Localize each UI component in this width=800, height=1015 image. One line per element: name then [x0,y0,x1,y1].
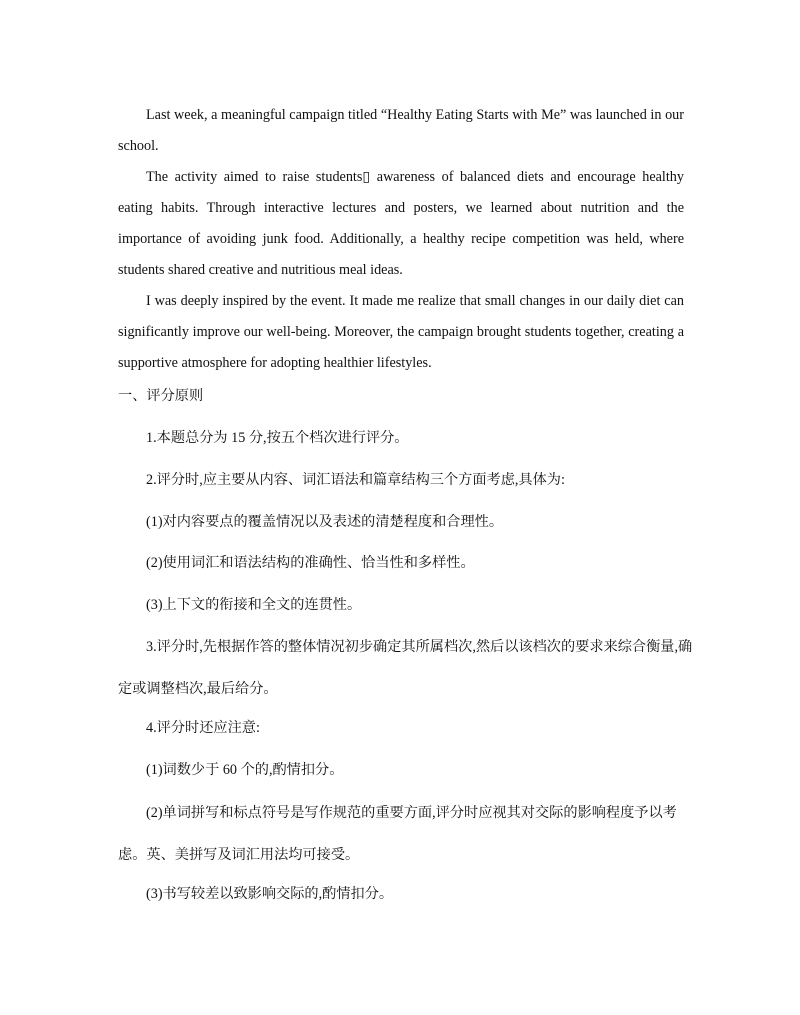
grading-item-4-2: (2)单词拼写和标点符号是写作规范的重要方面,评分时应视其对交际的影响程度予以考虑。英、美拼写及词汇用法均可接受。 [118,805,677,863]
essay-paragraph-1: Last week, a meaningful campaign titled “Healthy Eating Starts with Me” was launched in our school. [118,107,684,154]
grading-heading: 一、评分原则 [118,388,204,404]
grading-item-2: 2.评分时,应主要从内容、词汇语法和篇章结构三个方面考虑,具体为: [146,472,565,488]
grading-item-1: 1.本题总分为 15 分,按五个档次进行评分。 [146,430,409,446]
grading-item-4-3: (3)书写较差以致影响交际的,酌情扣分。 [146,886,394,902]
grading-item-2-3: (3)上下文的衔接和全文的连贯性。 [146,597,362,613]
grading-item-4: 4.评分时还应注意: [146,720,260,736]
grading-item-3: 3.评分时,先根据作答的整体情况初步确定其所属档次,然后以该档次的要求来综合衡量,确定或调整档次,最后给分。 [118,639,693,697]
essay-paragraph-2: The activity aimed to raise students▯ awareness of balanced diets and encourage healthy eating habits. Through interactive lectures and posters, we learned about nutrition and the importance of avoiding junk food. Additionally, a healthy recipe competition was held, where students shared creative and nutritious meal ideas. [118,169,684,278]
grading-item-4-1: (1)词数少于 60 个的,酌情扣分。 [146,762,344,778]
grading-item-2-1: (1)对内容要点的覆盖情况以及表述的清楚程度和合理性。 [146,514,504,530]
essay-paragraph-3: I was deeply inspired by the event. It made me realize that small changes in our daily diet can significantly improve our well-being. Moreover, the campaign brought students together, creating a supportive atmosphere for adopting healthier lifestyles. [118,293,684,371]
grading-item-2-2: (2)使用词汇和语法结构的准确性、恰当性和多样性。 [146,555,475,571]
